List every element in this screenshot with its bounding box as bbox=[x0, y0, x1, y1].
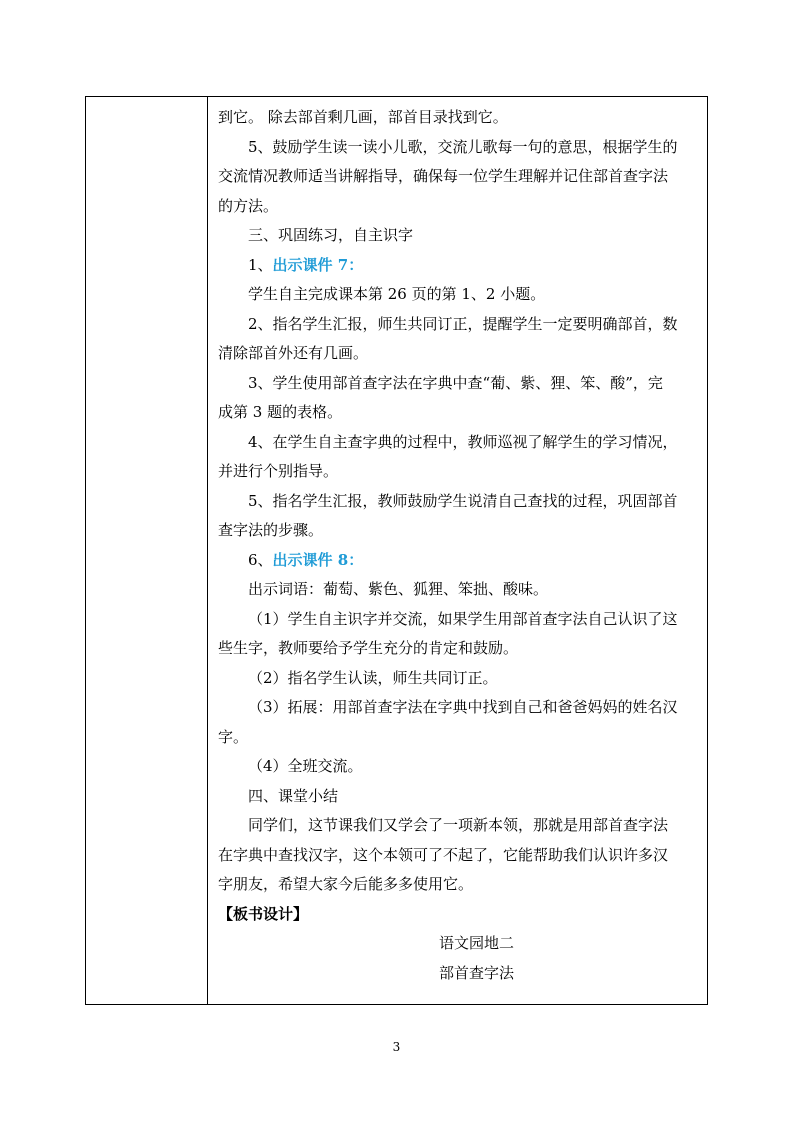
courseware-label: 出示课件 7： bbox=[272, 255, 364, 274]
text-line: 些生字，教师要给予学生充分的肯定和鼓励。 bbox=[218, 639, 519, 657]
text-line: 学生自主完成课本第 26 页的第 1、2 小题。 bbox=[248, 285, 546, 303]
page-number: 3 bbox=[392, 1040, 401, 1054]
text-line: 5、指名学生汇报，教师鼓励学生说清自己查找的过程，巩固部首 bbox=[248, 491, 678, 510]
text-line: 4、在学生自主查字典的过程中，教师巡视了解学生的学习情况， bbox=[248, 432, 678, 451]
text-line: 2、指名学生汇报，师生共同订正，提醒学生一定要明确部首，数 bbox=[248, 314, 678, 333]
text-line: 查字法的步骤。 bbox=[218, 521, 324, 539]
text-line: （2）指名学生认读，师生共同订正。 bbox=[248, 668, 498, 687]
text-line: （4）全班交流。 bbox=[248, 757, 363, 775]
text-line: 出示词语：葡萄、紫色、狐狸、笨拙、酸味。 bbox=[248, 580, 549, 598]
courseware-label: 出示课件 8： bbox=[272, 550, 364, 569]
text-line: 5、鼓励学生读一读小儿歌，交流儿歌每一句的意思，根据学生的 bbox=[248, 137, 678, 156]
step-number: 6、 bbox=[248, 550, 273, 569]
text-line: 在字典中查找汉字，这个本领可了不起了，它能帮助我们认识许多汉 bbox=[218, 845, 669, 864]
text-line: （1）学生自主识字并交流，如果学生用部首查字法自己认识了这 bbox=[248, 609, 678, 628]
text-line: 并进行个别指导。 bbox=[218, 462, 339, 480]
text-line: （3）拓展：用部首查字法在字典中找到自己和爸爸妈妈的姓名汉 bbox=[248, 698, 678, 716]
text-line: 3、学生使用部首查字法在字典中查“葡、紫、狸、笨、酸”，完 bbox=[248, 373, 663, 392]
text-line: 同学们，这节课我们又学会了一项新本领，那就是用部首查字法 bbox=[248, 816, 669, 834]
text-line: 到它。 除去部首剩几画，部首目录找到它。 bbox=[218, 108, 508, 126]
courseware-line bbox=[218, 251, 702, 281]
table-column-divider bbox=[207, 97, 208, 1004]
text-line: 字。 bbox=[218, 727, 249, 746]
section-heading: 三、巩固练习，自主识字 bbox=[248, 226, 414, 244]
text-line: 成第 3 题的表格。 bbox=[218, 403, 343, 421]
board-design-heading: 【板书设计】 bbox=[218, 904, 309, 923]
step-number: 1、 bbox=[248, 255, 273, 274]
board-title: 语文园地二 bbox=[439, 934, 515, 952]
text-line: 的方法。 bbox=[218, 196, 279, 215]
lesson-table bbox=[85, 96, 708, 1005]
section-heading: 四、课堂小结 bbox=[248, 786, 339, 805]
courseware-line bbox=[218, 546, 702, 576]
text-line: 交流情况教师适当讲解指导，确保每一位学生理解并记住部首查字法 bbox=[218, 167, 669, 185]
lesson-content bbox=[218, 103, 702, 988]
board-subtitle: 部首查字法 bbox=[439, 963, 515, 982]
text-line: 字朋友，希望大家今后能多多使用它。 bbox=[218, 875, 474, 893]
text-line: 清除部首外还有几画。 bbox=[218, 344, 369, 362]
